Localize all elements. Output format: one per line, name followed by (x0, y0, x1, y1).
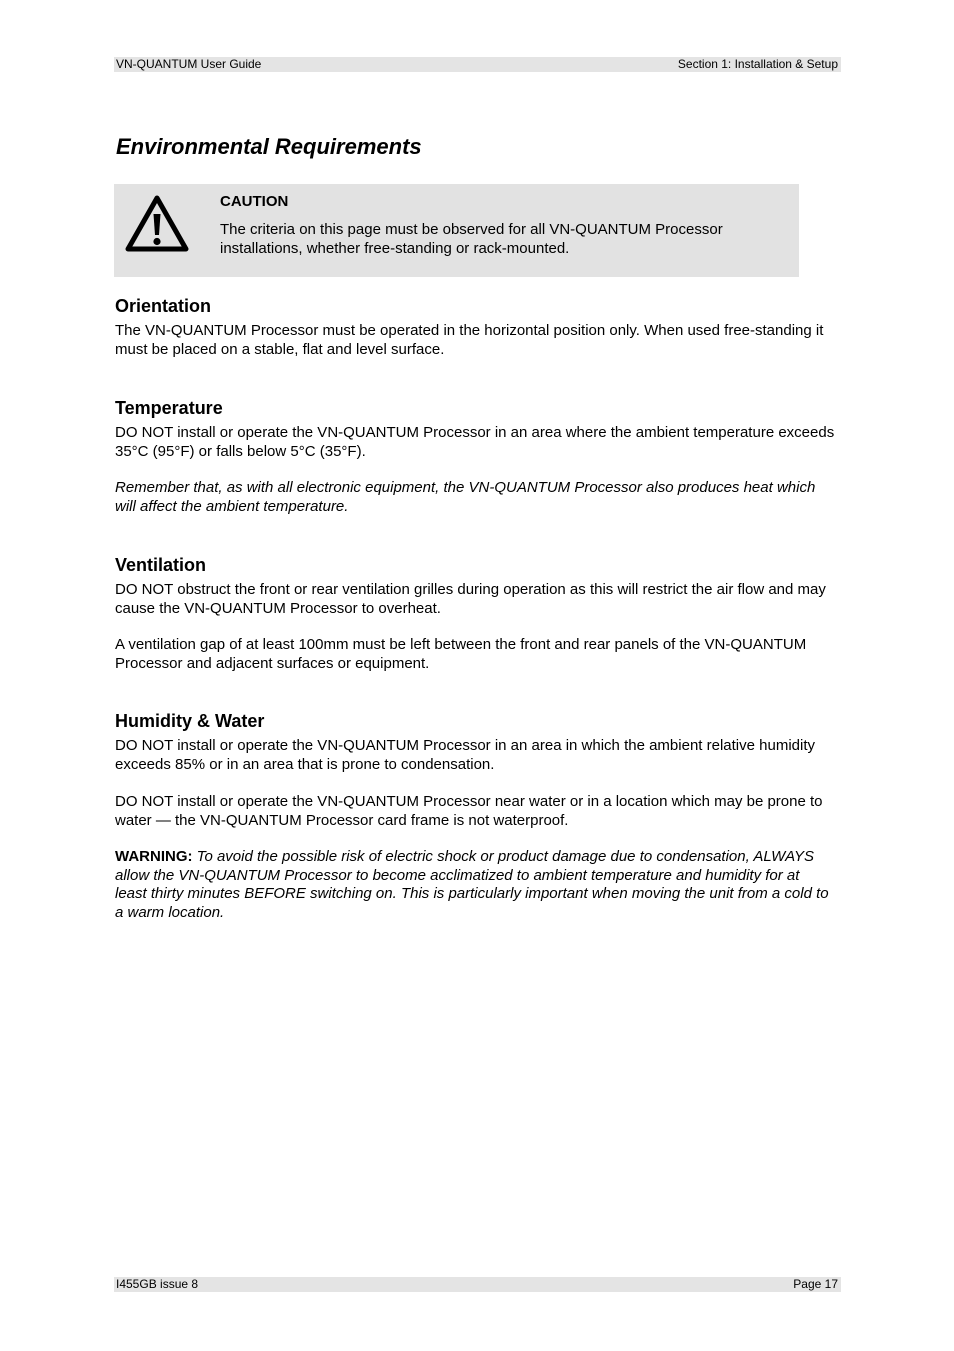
footer-doc-issue: I455GB issue 8 (116, 1277, 199, 1291)
footer-page-number: Page 17 (793, 1277, 838, 1291)
ventilation-paragraph-1: DO NOT obstruct the front or rear ventilation grilles during operation as this will restrict the air flow and may cause the VN-QUANTUM Processor to overheat. (115, 581, 826, 617)
warning-label: WARNING: (115, 848, 193, 865)
humidity-paragraph-1: DO NOT install or operate the VN-QUANTUM Processor in an area in which the ambient relative humidity exceeds 85% or in an area that is prone to condensation. (115, 737, 815, 773)
temperature-note: Remember that, as with all electronic equipment, the VN-QUANTUM Processor also produces heat which will affect the ambient temperature. (115, 479, 816, 515)
page-title: Environmental Requirements (116, 134, 422, 159)
warning-text: To avoid the possible risk of electric shock or product damage due to condensation, ALWAYS allow the VN-QUANTUM Processor to become acclimatized to ambient temperature and humidity for at least thirty minutes BEFORE switching on. This is particularly important when moving the unit from a cold to a warm location. (115, 848, 829, 921)
orientation-paragraph: The VN-QUANTUM Processor must be operated in the horizontal position only. When used free-standing it must be placed on a stable, flat and level surface. (115, 322, 824, 358)
humidity-paragraph-2: DO NOT install or operate the VN-QUANTUM Processor near water or in a location which may be prone to water — the VN-QUANTUM Processor card frame is not waterproof. (115, 793, 823, 829)
page-footer (114, 1277, 841, 1292)
caution-box (114, 184, 799, 277)
ventilation-heading: Ventilation (115, 555, 207, 575)
caution-heading: CAUTION (220, 193, 289, 210)
humidity-heading: Humidity & Water (115, 711, 265, 731)
humidity-warning (115, 848, 835, 922)
header-doc-title: VN-QUANTUM User Guide (116, 57, 262, 71)
ventilation-paragraph-2: A ventilation gap of at least 100mm must be left between the front and rear panels of the VN-QUANTUM Processor and adjacent surfaces or equipment. (115, 636, 807, 672)
caution-text: The criteria on this page must be observed for all VN-QUANTUM Processor installations, whether free-standing or rack-mounted. (220, 221, 723, 257)
temperature-heading: Temperature (115, 398, 223, 418)
orientation-heading: Orientation (115, 296, 212, 316)
header-section-title: Section 1: Installation & Setup (677, 57, 838, 71)
page-header (114, 57, 841, 72)
temperature-paragraph: DO NOT install or operate the VN-QUANTUM Processor in an area where the ambient temperature exceeds 35°C (95°F) or falls below 5°C (35°F). (115, 424, 835, 460)
warning-triangle-icon (124, 194, 190, 254)
